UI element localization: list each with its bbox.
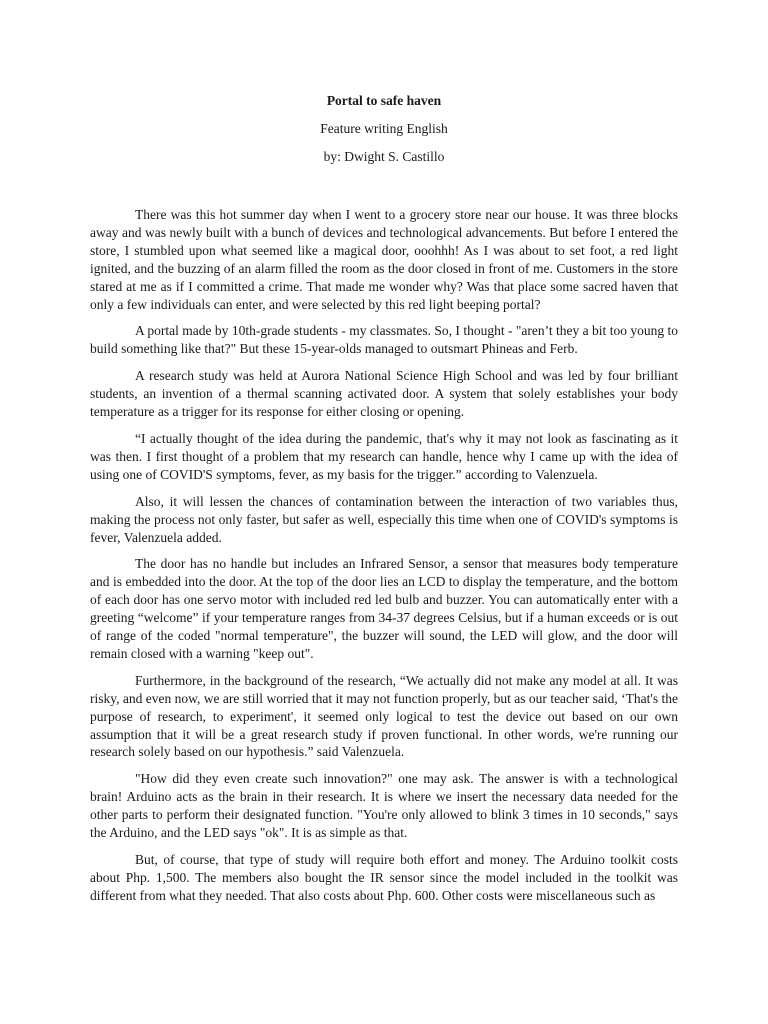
- document-byline: by: Dwight S. Castillo: [323, 149, 445, 164]
- paragraph-1: There was this hot summer day when I went to a grocery store near our house. It was three blocks away and was newly built with a bunch of devices and technological advancements. But before I entered the store, I stumbled upon what seemed like a magical door, ooohhh! As I was about to set foot, a red light ignited, and the buzzing of an alarm filled the room as the door closed in front of me. Customers in the store stared at me as if I committed a crime. That made me wonder why? Was that place some sacred haven that only a few individuals can enter, and were selected by this red light beeping portal?: [90, 207, 678, 312]
- paragraph-5: Also, it will lessen the chances of contamination between the interaction of two variables thus, making the process not only faster, but safer as well, especially this time when one of COVID's symptoms is fever, Valenzuela added.: [90, 493, 678, 545]
- paragraph-2: A portal made by 10th-grade students - my classmates. So, I thought - "aren’t they a bit too young to build something like that?" But these 15-year-olds managed to outsmart Phineas and Ferb.: [90, 323, 678, 357]
- paragraph-6: The door has no handle but includes an Infrared Sensor, a sensor that measures body temperature and is embedded into the door. At the top of the door lies an LCD to display the temperature, and the bottom of each door has one servo motor with included red led bulb and buzzer. You can automatically enter with a greeting “welcome” if your temperature ranges from 34-37 degrees Celsius, but if a human exceeds or is out of range of the coded "normal temperature", the buzzer will sound, the LED will glow, and the door will remain closed with a warning "keep out".: [90, 556, 678, 661]
- paragraph-9: But, of course, that type of study will require both effort and money. The Arduino toolkit costs about Php. 1,500. The members also bought the IR sensor since the model included in the toolkit was different from what they needed. That also costs about Php. 600. Other costs were miscellaneous such as: [90, 852, 678, 903]
- paragraph-4: “I actually thought of the idea during the pandemic, that's why it may not look as fascinating as it was then. I first thought of a problem that my research can handle, hence why I came up with the idea of using one of COVID'S symptoms, fever, as my basis for the trigger.” according to Valenzuela.: [90, 430, 678, 482]
- paragraph-7: Furthermore, in the background of the research, “We actually did not make any model at all. It was risky, and even now, we are still worried that it may not function properly, but as our teacher said, ‘That's the purpose of research, to experiment', it seemed only logical to test the device out based on our own assumption that it will be a great research study if proven functional. In other words, we're running our research solely based on our hypothesis.” said Valenzuela.: [90, 672, 678, 760]
- article-body: [90, 206, 678, 914]
- paragraph-8: "How did they even create such innovation?" one may ask. The answer is with a technological brain! Arduino acts as the brain in their research. It is where we insert the necessary data needed for the other parts to perform their designated function. "You're only allowed to blink 3 times in 10 seconds," says the Arduino, and the LED says "ok". It is as simple as that.: [90, 771, 678, 841]
- paragraph-3: A research study was held at Aurora National Science High School and was led by four brilliant students, an invention of a thermal scanning activated door. A system that solely establishes your body temperature as a trigger for its response for either closing or opening.: [90, 368, 678, 420]
- document-subtitle: Feature writing English: [320, 121, 448, 136]
- document-title: Portal to safe haven: [326, 93, 442, 108]
